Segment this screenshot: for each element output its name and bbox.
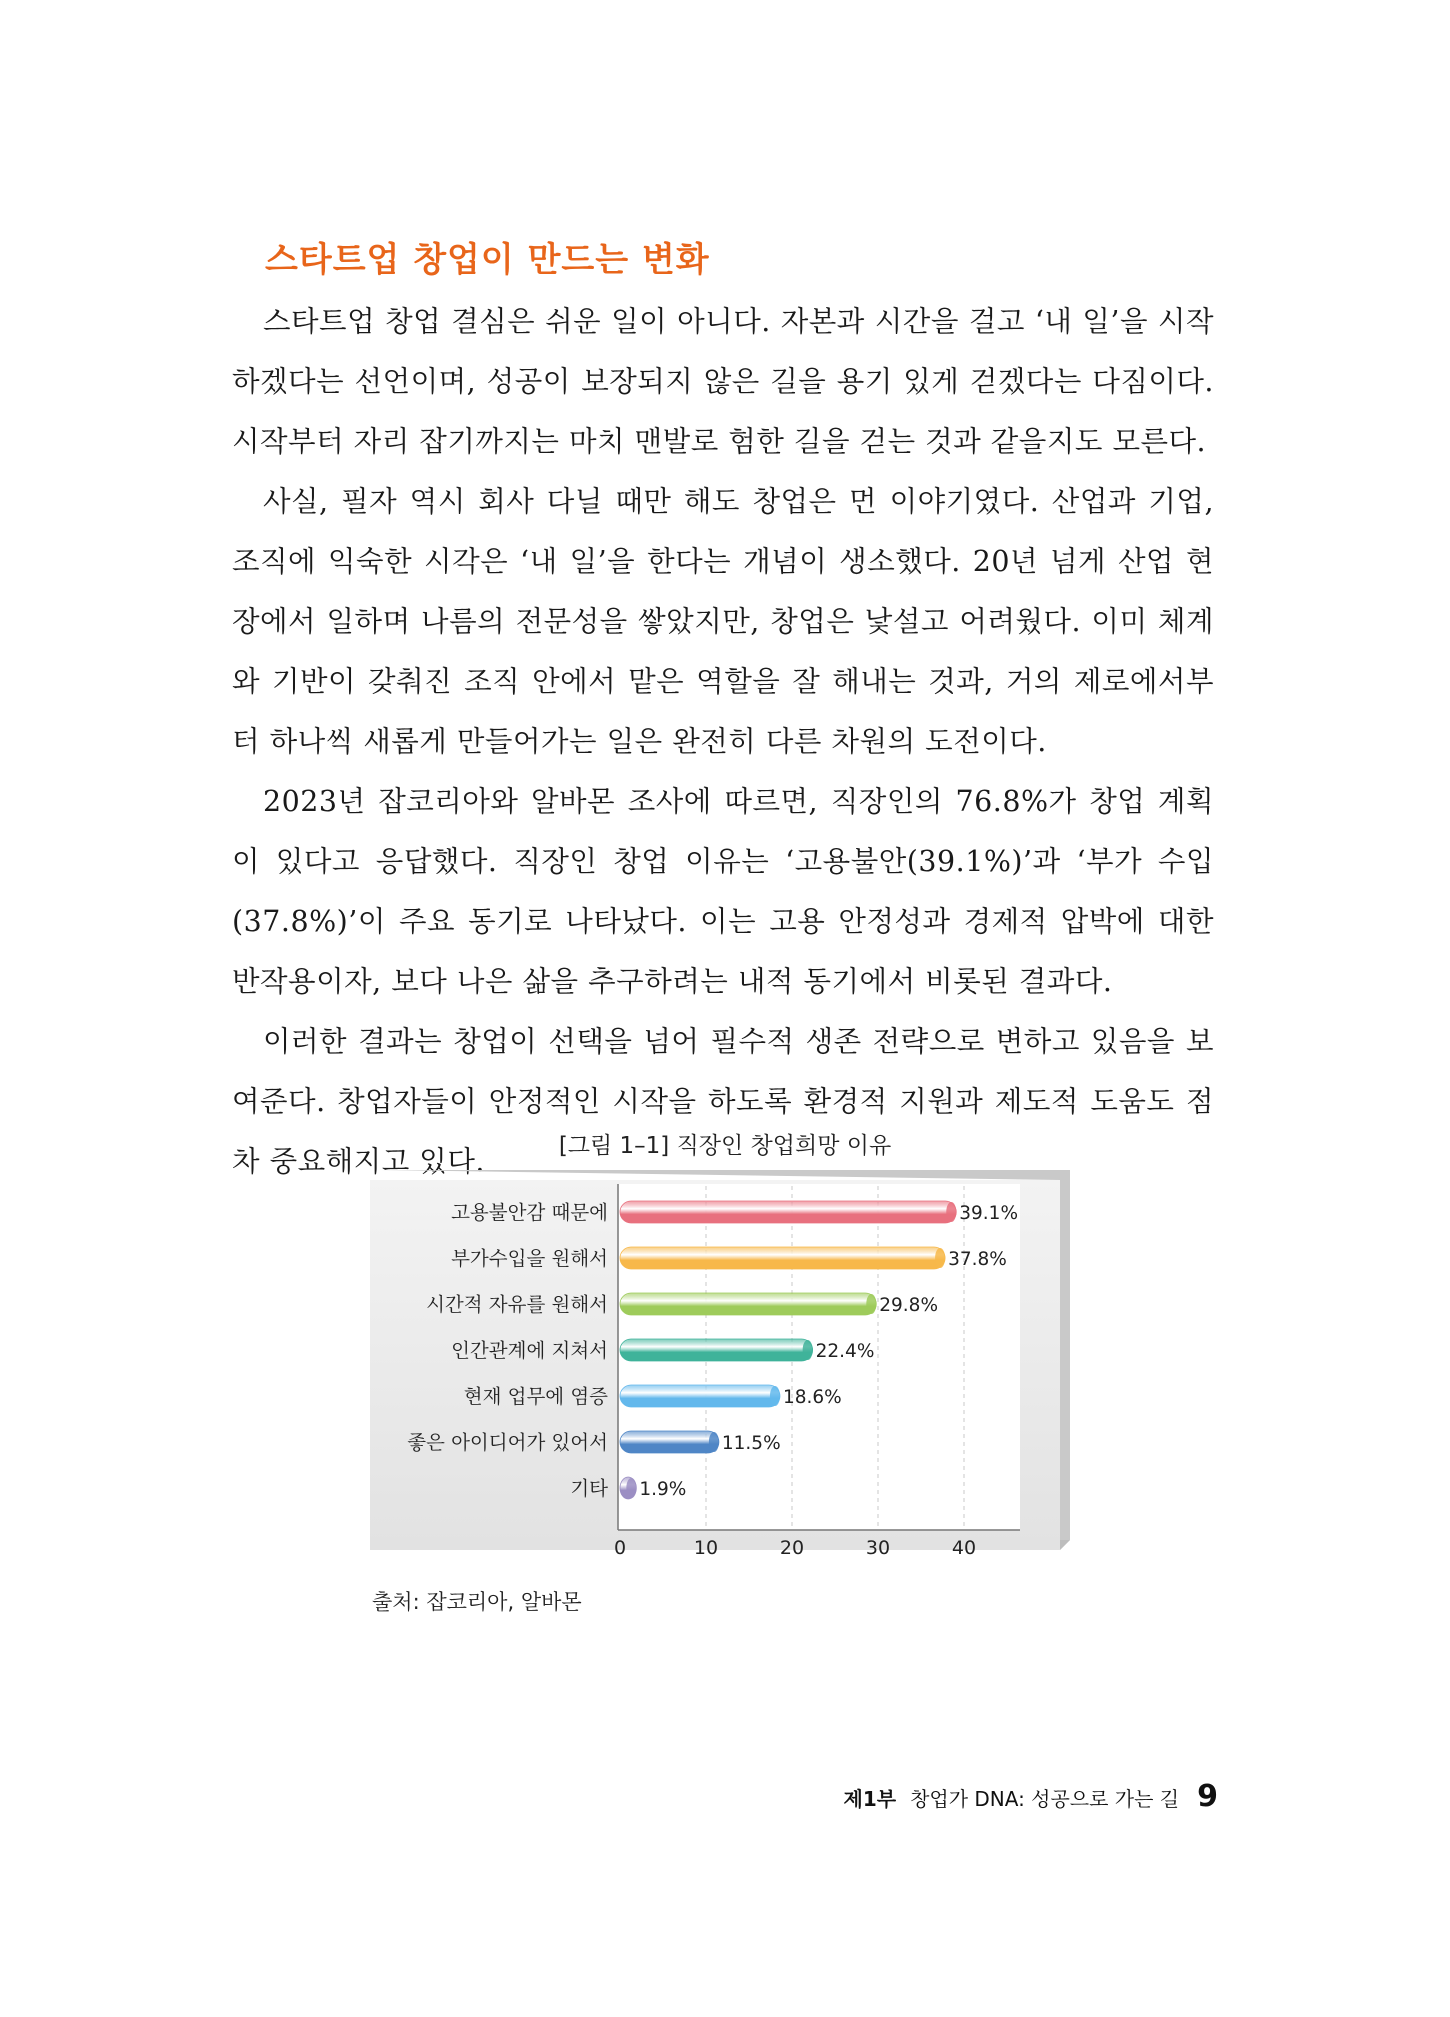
bar (620, 1247, 945, 1269)
figure-title: [그림 1–1] 직장인 창업희망 이유 (558, 1133, 892, 1159)
category-label: 부가수입을 원해서 (451, 1247, 608, 1270)
category-label: 인간관계에 지쳐서 (451, 1339, 608, 1362)
bar-end-cap (935, 1248, 945, 1268)
bar-end-cap (946, 1202, 956, 1222)
section-heading: 스타트업 창업이 만드는 변화 (265, 240, 710, 280)
page-footer (844, 1779, 1219, 1814)
body-text (232, 292, 1214, 1192)
bar-end-cap (770, 1386, 780, 1406)
bar-end-cap (866, 1294, 876, 1314)
category-label: 좋은 아이디어가 있어서 (407, 1431, 608, 1454)
paragraph: 이러한 결과는 창업이 선택을 넘어 필수적 생존 전략으로 변하고 있음을 보여준다. 창업자들이 안정적인 시작을 하도록 환경적 지원과 제도적 도움도 점차 중요해지고 있다. (232, 1025, 1214, 1178)
footer-book-title: 창업가 DNA: 성공으로 가는 길 (910, 1787, 1180, 1811)
bar (620, 1201, 956, 1223)
x-tick-label: 20 (779, 1537, 805, 1559)
value-label: 11.5% (721, 1433, 781, 1454)
paragraph: 스타트업 창업 결심은 쉬운 일이 아니다. 자본과 시간을 걸고 ‘내 일’을 시작하겠다는 선언이며, 성공이 보장되지 않은 길을 용기 있게 걷겠다는 다짐이다. 시작부터 자리 잡기까지는 마치 맨발로 험한 길을 걷는 것과 같을지도 모른다. (232, 305, 1214, 458)
page-number: 9 (1197, 1779, 1218, 1814)
value-label: 22.4% (815, 1341, 875, 1362)
x-tick-label: 10 (693, 1537, 719, 1559)
x-tick-label: 40 (951, 1537, 977, 1559)
category-label: 현재 업무에 염증 (463, 1385, 608, 1408)
bar-chart (370, 1170, 1080, 1570)
value-label: 29.8% (879, 1295, 939, 1316)
value-label: 39.1% (959, 1203, 1019, 1224)
category-label: 시간적 자유를 원해서 (426, 1293, 608, 1316)
value-label: 1.9% (639, 1479, 687, 1500)
bar-chart-svg (370, 1170, 1080, 1570)
value-label: 18.6% (782, 1387, 842, 1408)
category-label: 고용불안감 때문에 (451, 1201, 608, 1224)
x-tick-label: 30 (865, 1537, 891, 1559)
bar-end-cap (626, 1478, 636, 1498)
footer-part-label: 제1부 (843, 1787, 897, 1811)
bar-end-cap (709, 1432, 719, 1452)
bar-end-cap (803, 1340, 813, 1360)
paragraph: 사실, 필자 역시 회사 다닐 때만 해도 창업은 먼 이야기였다. 산업과 기업, 조직에 익숙한 시각은 ‘내 일’을 한다는 개념이 생소했다. 20년 넘게 산업 현장에서 일하며 나름의 전문성을 쌓았지만, 창업은 낯설고 어려웠다. 이미 체계와 기반이 갖춰진 조직 안에서 맡은 역할을 잘 해내는 것과, 거의 제로에서부터 하나씩 새롭게 만들어가는 일은 완전히 다른 차원의 도전이다. (232, 485, 1214, 758)
category-label: 기타 (570, 1477, 608, 1500)
bar (620, 1385, 780, 1407)
figure-source: 출처: 잡코리아, 알바몬 (372, 1590, 582, 1614)
bar (620, 1293, 876, 1315)
x-tick-label: 0 (613, 1537, 627, 1559)
paragraph: 2023년 잡코리아와 알바몬 조사에 따르면, 직장인의 76.8%가 창업 계획이 있다고 응답했다. 직장인 창업 이유는 ‘고용불안(39.1%)’과 ‘부가 수입(37.8%)’이 주요 동기로 나타났다. 이는 고용 안정성과 경제적 압박에 대한 반작용이자, 보다 나은 삶을 추구하려는 내적 동기에서 비롯된 결과다. (232, 785, 1214, 998)
bar (620, 1339, 813, 1361)
value-label: 37.8% (948, 1249, 1007, 1270)
bar (620, 1431, 719, 1453)
